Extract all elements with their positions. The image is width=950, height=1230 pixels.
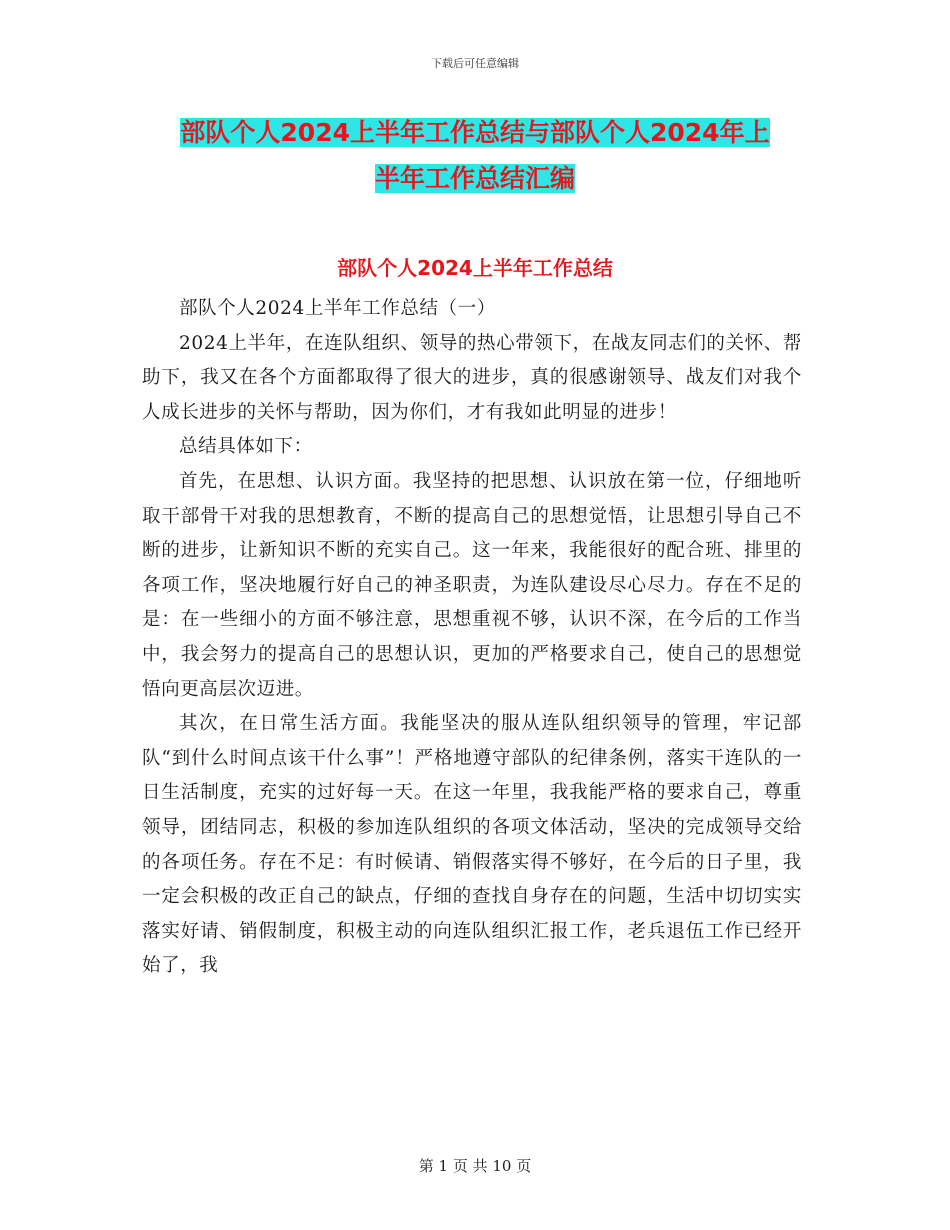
section-title: 部队个人2024上半年工作总结 [337, 256, 613, 280]
page-footer: 第 1 页 共 10 页 [418, 1157, 532, 1175]
document-body [142, 292, 802, 984]
paragraph-thought: 首先，在思想、认识方面。我坚持的把思想、认识放在第一位，仔细地听取干部骨干对我的思想教育，不断的提高自己的思想觉悟，让思想引导自己不断的进步，让新知识不断的充实自己。这一年来，我能很好的配合班、排里的各项工作，坚决地履行好自己的神圣职责，为连队建设尽心尽力。存在不足的是：在一些细小的方面不够注意，思想重视不够，认识不深，在今后的工作当中，我会努力的提高自己的思想认识，更加的严格要求自己，使自己的思想觉悟向更高层次迈进。 [142, 470, 802, 700]
document-title-line-2: 半年工作总结汇编 [374, 164, 575, 193]
document-title [140, 110, 810, 202]
paragraph-daily-life: 其次，在日常生活方面。我能坚决的服从连队组织领导的管理，牢记部队“到什么时间点该干什么事”！严格地遵守部队的纪律条例，落实干连队的一日生活制度，充实的过好每一天。在这一年里，我我能严格的要求自己，尊重领导，团结同志，积极的参加连队组织的各项文体活动，坚决的完成领导交给的各项任务。存在不足：有时候请、销假落实得不够好，在今后的日子里，我一定会积极的改正自己的缺点，仔细的查找自身存在的问题，生活中切切实实落实好请、销假制度，积极主动的向连队组织汇报工作，老兵退伍工作已经开始了，我 [142, 713, 802, 977]
document-title-line-1: 部队个人2024上半年工作总结与部队个人2024年上 [180, 118, 770, 147]
paragraph-subtitle: 部队个人2024上半年工作总结（一） [179, 298, 496, 319]
paragraph-summary-lead: 总结具体如下： [179, 436, 313, 458]
paragraph-intro: 2024上半年，在连队组织、领导的热心带领下，在战友同志们的关怀、帮助下，我又在各个方面都取得了很大的进步，真的很感谢领导、战友们对我个人成长进步的关怀与帮助，因为你们，才有我如此明显的进步！ [142, 332, 802, 423]
header-note: 下载后可任意编辑 [431, 57, 519, 70]
